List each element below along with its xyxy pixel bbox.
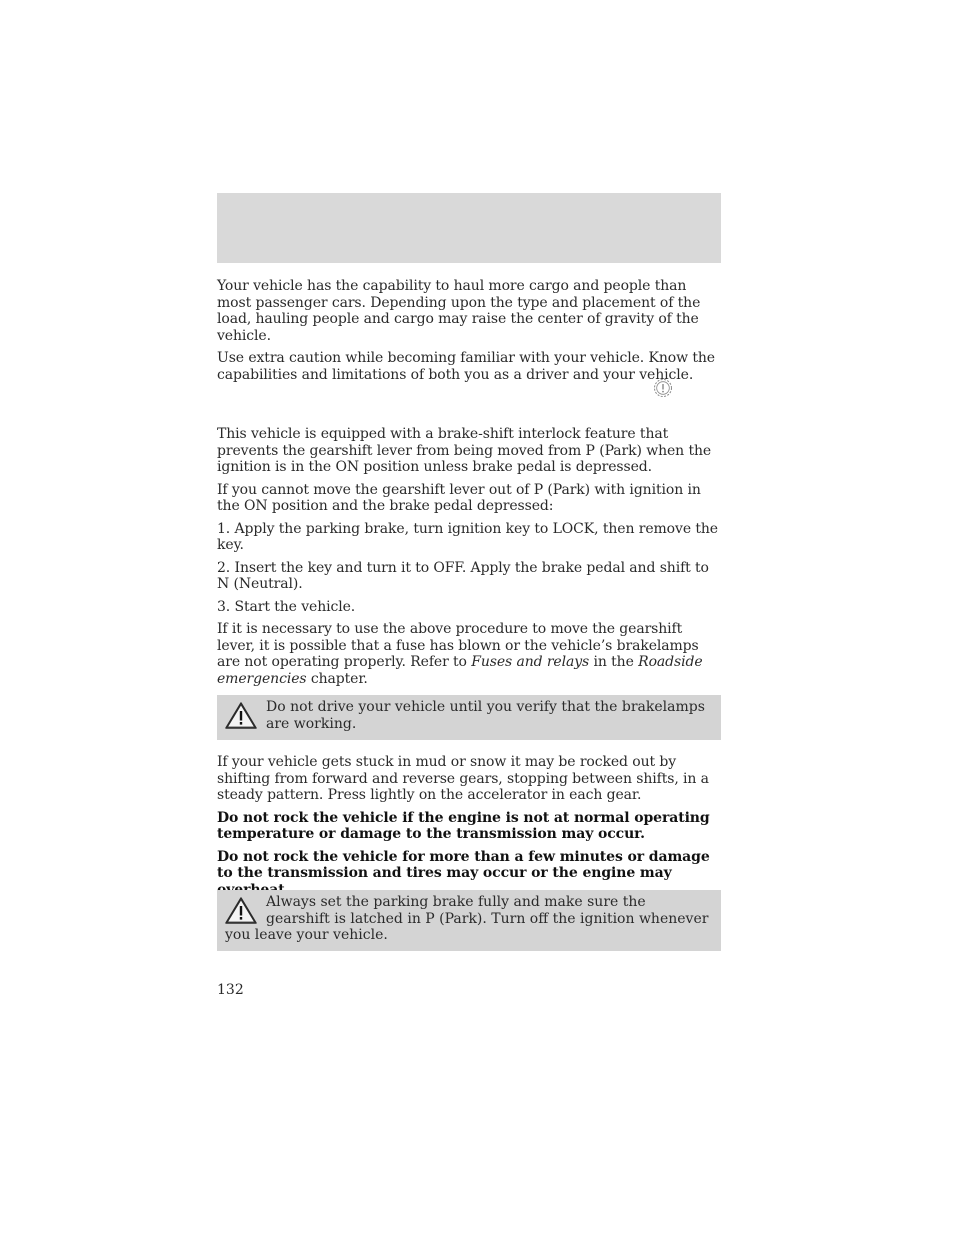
warning-triangle-icon <box>224 896 258 926</box>
rocking-paragraph: If your vehicle gets stuck in mud or snow it may be rocked out by shifting from forward and reverse gears, stopping between shifts, in a steady pattern. Press lightly on the accelerator in each gear. <box>217 754 709 803</box>
interlock-section <box>217 426 722 687</box>
interlock-p3-text-a: If it is necessary to use the above procedure to move the gearshift lever, it is possible that a fuse has blown or the vehicle’s brakelamps are not operating properly. Refer to <box>217 621 699 670</box>
step-2: 2. Insert the key and turn it to OFF. Apply the brake pedal and shift to N (Neutral). <box>217 559 709 592</box>
warning-box-brakelamps <box>217 695 721 740</box>
fuses-and-relays-reference: Fuses and relays <box>471 654 590 670</box>
page-number: 132 <box>217 982 244 998</box>
warning-text-parking-brake: Always set the parking brake fully and make sure the gearshift is latched in P (Park). Turn off the ignition whenever you leave your vehicle. <box>225 894 709 943</box>
intro-paragraph-2: Use extra caution while becoming familiar with your vehicle. Know the capabilities and limitations of both you as a driver and your vehicle. <box>217 350 715 383</box>
interlock-p3-text-b: in the <box>589 654 639 670</box>
interlock-paragraph-3 <box>217 621 722 687</box>
rocking-caution-2: Do not rock the vehicle for more than a few minutes or damage to the transmission and tires may occur or the engine may <box>217 848 710 881</box>
interlock-paragraph-2: If you cannot move the gearshift lever out of P (Park) with ignition in the ON position and the brake pedal depressed: <box>217 481 701 514</box>
interlock-paragraph-1: This vehicle is equipped with a brake-shift interlock feature that prevents the gearshift lever from being moved from P (Park) when the ignition is in the ON position unless brake pedal is depressed. <box>217 426 712 475</box>
step-3: 3. Start the vehicle. <box>217 598 356 615</box>
interlock-p3-text-c: chapter. <box>306 670 368 687</box>
gear-icon <box>652 377 674 399</box>
rocking-caution-1: Do not rock the vehicle if the engine is not at normal operating temperature or damage to the transmission may occur. <box>217 809 710 842</box>
step-1: 1. Apply the parking brake, turn ignition key to LOCK, then remove the key. <box>217 520 718 553</box>
intro-paragraph-1: Your vehicle has the capability to haul more cargo and people than most passenger cars. Depending upon the type and placement of the load, hauling people and cargo may raise the center of gravity of the vehicle. <box>217 278 701 344</box>
warning-box-parking-brake <box>217 890 721 951</box>
roadside-emergencies-reference: Roadside emergencies <box>217 654 703 687</box>
intro-section <box>217 278 722 383</box>
section-header-band <box>217 193 721 263</box>
warning-text-brakelamps: Do not drive your vehicle until you verify that the brakelamps are working. <box>266 699 705 732</box>
warning-triangle-icon <box>224 701 258 731</box>
rocking-section <box>217 754 722 898</box>
